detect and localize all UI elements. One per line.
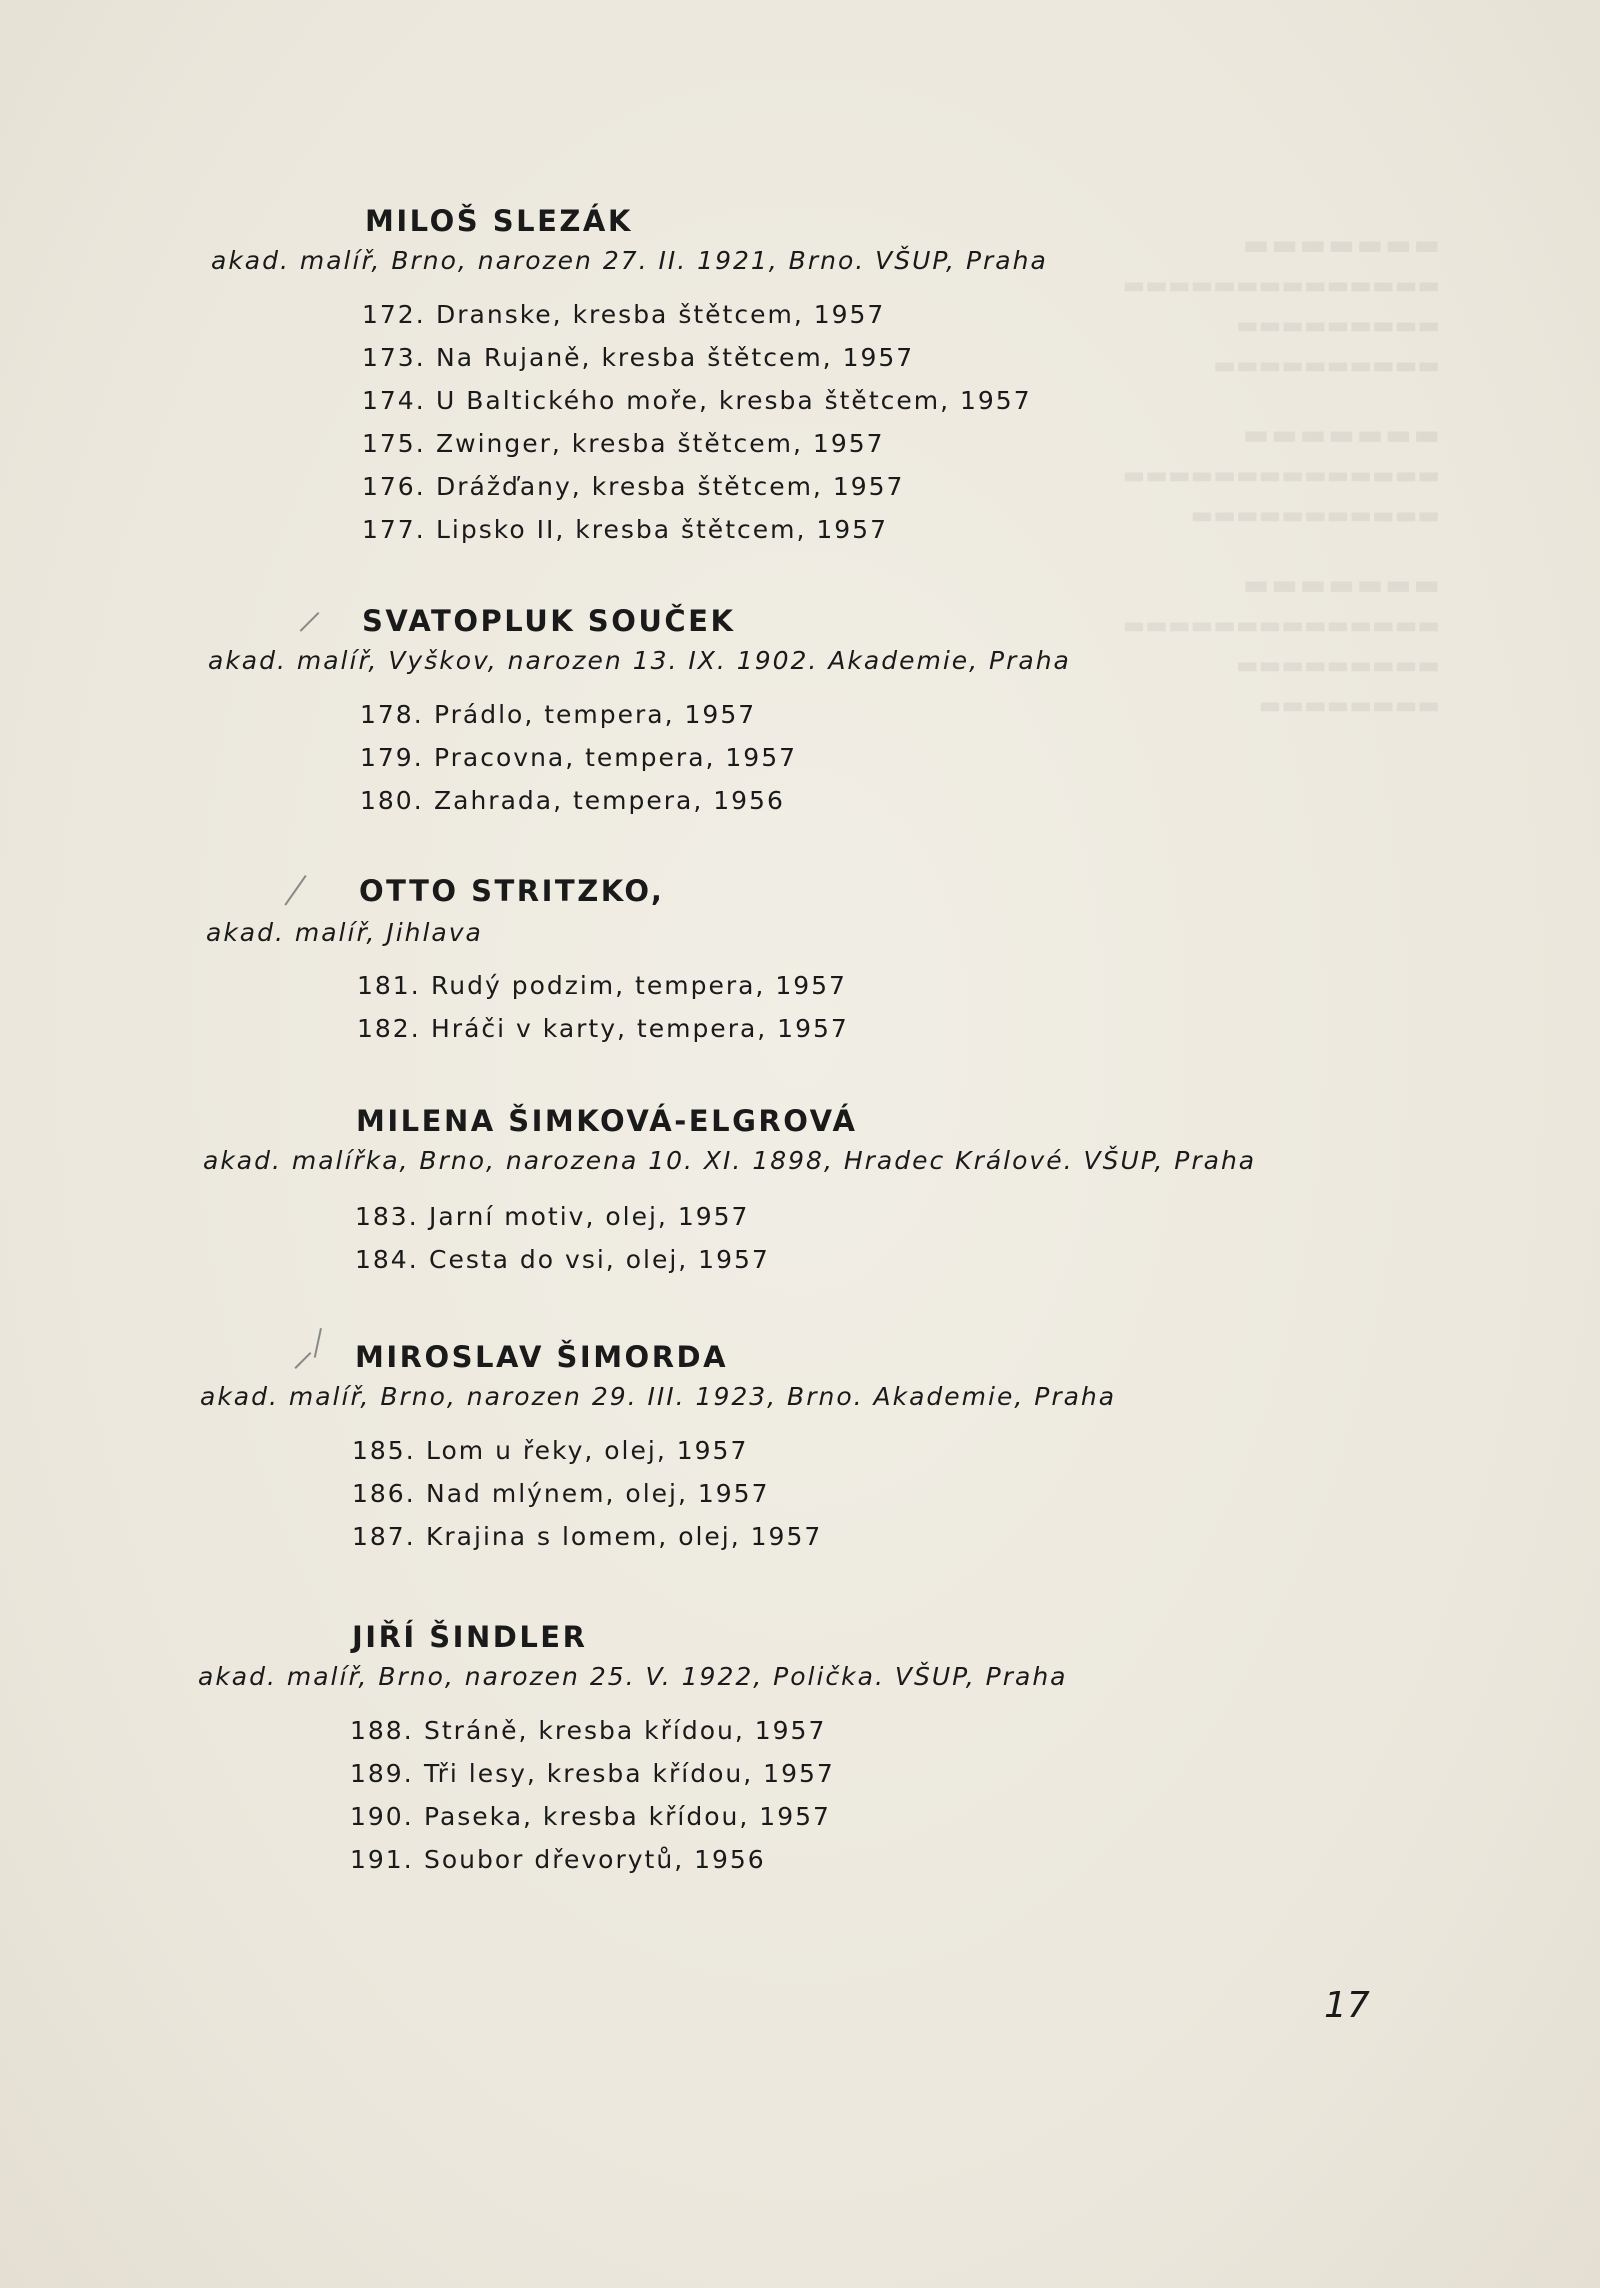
work-title: Hráči v karty, tempera, 1957 [431, 1014, 849, 1043]
list-item [355, 1195, 770, 1238]
work-number: 180. [360, 786, 424, 815]
work-number: 173. [362, 343, 426, 372]
work-number: 175. [362, 429, 426, 458]
work-number: 181. [357, 971, 421, 1000]
artist-bio: akad. malíř, Brno, narozen 25. V. 1922, Polička. VŠUP, Praha [198, 1662, 1068, 1691]
work-title: Zwinger, kresba štětcem, 1957 [436, 429, 885, 458]
works-list [350, 1709, 835, 1881]
artist-name: MIROSLAV ŠIMORDA [355, 1340, 729, 1374]
list-item [355, 1238, 770, 1281]
list-item [362, 379, 1032, 422]
work-number: 176. [362, 472, 426, 501]
artist-name: MILOŠ SLEZÁK [365, 204, 633, 238]
work-title: Zahrada, tempera, 1956 [434, 786, 785, 815]
bleed-through-texture: ▬▬▬▬▬▬▬ ▬▬▬▬▬▬▬▬▬▬▬▬▬▬ ▬▬▬▬▬▬▬▬▬ ▬▬▬▬▬▬▬▬▬▬ ▬▬▬▬▬▬▬ ▬▬▬▬▬▬▬▬▬▬▬▬▬▬ ▬▬▬▬▬▬▬▬▬▬▬ ▬▬▬▬▬▬▬ ▬▬▬▬▬▬▬▬▬▬▬▬▬▬ ▬▬▬▬▬▬▬▬▬ ▬▬▬▬▬▬▬▬ [1122, 228, 1440, 719]
page-number: 17 [1324, 1985, 1370, 2026]
works-list [352, 1429, 822, 1558]
list-item [357, 964, 849, 1007]
work-title: Prádlo, tempera, 1957 [434, 700, 757, 729]
work-title: Lipsko II, kresba štětcem, 1957 [436, 515, 888, 544]
work-number: 190. [350, 1802, 414, 1831]
work-title: Pracovna, tempera, 1957 [434, 743, 798, 772]
list-item [350, 1838, 835, 1881]
work-number: 188. [350, 1716, 414, 1745]
work-number: 174. [362, 386, 426, 415]
work-number: 191. [350, 1845, 414, 1874]
artist-bio: akad. malíř, Brno, narozen 27. II. 1921, Brno. VŠUP, Praha [211, 246, 1048, 275]
list-item [362, 465, 1032, 508]
list-item [352, 1472, 822, 1515]
artist-name: OTTO STRITZKO, [359, 874, 665, 908]
work-title: Na Rujaně, kresba štětcem, 1957 [436, 343, 915, 372]
list-item [362, 508, 1032, 551]
list-item [360, 779, 797, 822]
works-list [355, 1195, 770, 1281]
work-title: Dranske, kresba štětcem, 1957 [436, 300, 886, 329]
work-number: 177. [362, 515, 426, 544]
artist-name: JIŘÍ ŠINDLER [352, 1620, 588, 1654]
works-list [360, 693, 797, 822]
pencil-mark [314, 1328, 322, 1358]
artist-bio: akad. malíř, Vyškov, narozen 13. IX. 1902. Akademie, Praha [208, 646, 1071, 675]
work-title: Cesta do vsi, olej, 1957 [429, 1245, 770, 1274]
list-item [350, 1709, 835, 1752]
work-number: 183. [355, 1202, 419, 1231]
work-number: 179. [360, 743, 424, 772]
work-number: 187. [352, 1522, 416, 1551]
list-item [350, 1795, 835, 1838]
work-title: U Baltického moře, kresba štětcem, 1957 [436, 386, 1032, 415]
artist-name: MILENA ŠIMKOVÁ-ELGROVÁ [356, 1104, 858, 1138]
list-item [352, 1515, 822, 1558]
work-number: 184. [355, 1245, 419, 1274]
work-number: 178. [360, 700, 424, 729]
list-item [360, 736, 797, 779]
works-list [362, 293, 1032, 551]
work-title: Drážďany, kresba štětcem, 1957 [436, 472, 905, 501]
pencil-mark [294, 1352, 311, 1369]
list-item [362, 336, 1032, 379]
list-item [360, 693, 797, 736]
list-item [352, 1429, 822, 1472]
artist-bio: akad. malíř, Brno, narozen 29. III. 1923, Brno. Akademie, Praha [200, 1382, 1117, 1411]
work-title: Nad mlýnem, olej, 1957 [426, 1479, 770, 1508]
work-title: Lom u řeky, olej, 1957 [426, 1436, 749, 1465]
work-number: 185. [352, 1436, 416, 1465]
work-number: 182. [357, 1014, 421, 1043]
work-title: Paseka, kresba křídou, 1957 [424, 1802, 831, 1831]
work-number: 172. [362, 300, 426, 329]
work-title: Stráně, kresba křídou, 1957 [424, 1716, 827, 1745]
work-number: 186. [352, 1479, 416, 1508]
list-item [350, 1752, 835, 1795]
work-title: Tři lesy, kresba křídou, 1957 [424, 1759, 835, 1788]
works-list [357, 964, 849, 1050]
pencil-mark [300, 612, 320, 632]
work-title: Rudý podzim, tempera, 1957 [431, 971, 847, 1000]
work-title: Krajina s lomem, olej, 1957 [426, 1522, 823, 1551]
work-number: 189. [350, 1759, 414, 1788]
list-item [357, 1007, 849, 1050]
pencil-mark [284, 875, 306, 906]
list-item [362, 422, 1032, 465]
artist-bio: akad. malíř, Jihlava [206, 918, 483, 947]
work-title: Soubor dřevorytů, 1956 [424, 1845, 766, 1874]
artist-name: SVATOPLUK SOUČEK [362, 604, 736, 638]
artist-bio: akad. malířka, Brno, narozena 10. XI. 1898, Hradec Králové. VŠUP, Praha [203, 1146, 1257, 1175]
work-title: Jarní motiv, olej, 1957 [429, 1202, 750, 1231]
list-item [362, 293, 1032, 336]
